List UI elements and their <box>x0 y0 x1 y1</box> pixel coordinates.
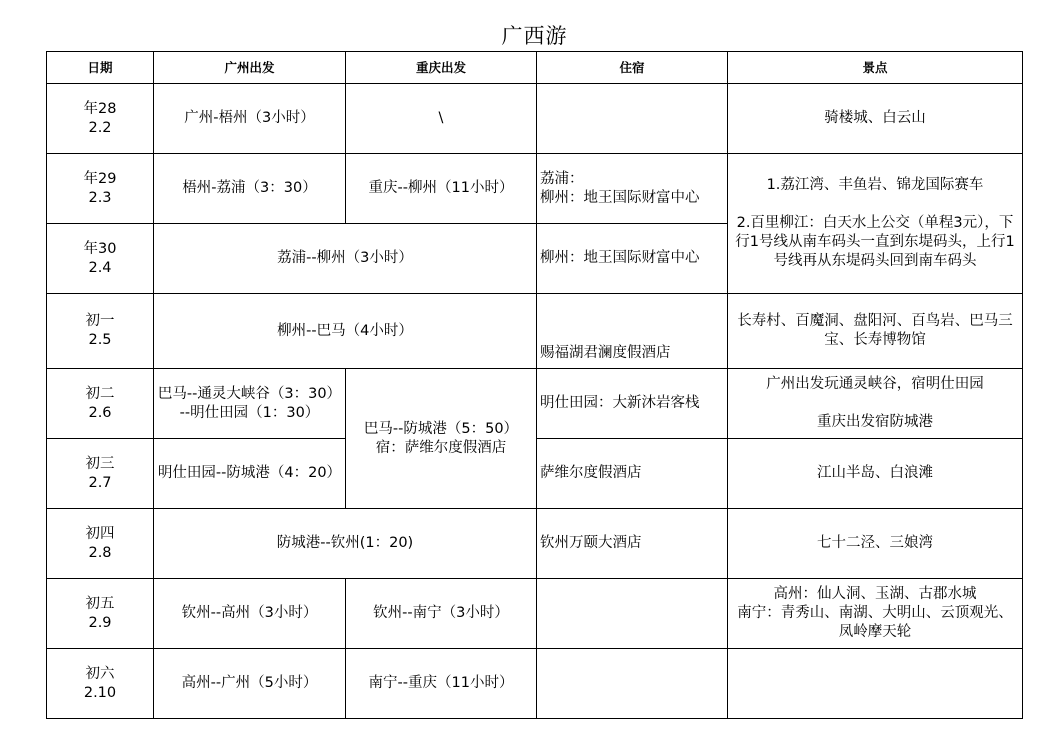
header-sights: 景点 <box>728 52 1023 84</box>
lodging-line: 荔浦： <box>540 170 584 187</box>
route-line: 宿：萨维尔度假酒店 <box>375 439 507 456</box>
guangzhou-route: 明仕田园--防城港（4：20） <box>154 439 346 509</box>
table-row <box>47 369 1023 439</box>
guangzhou-route: 梧州-荔浦（3：30） <box>154 154 346 224</box>
date-label: 2.4 <box>88 259 112 276</box>
table-row <box>47 509 1023 579</box>
lodging-cell: 柳州：地王国际财富中心 <box>537 224 728 294</box>
day-label: 初三 <box>85 455 115 472</box>
header-row <box>47 52 1023 84</box>
date-label: 2.9 <box>88 614 112 631</box>
lodging-cell: 钦州万颐大酒店 <box>537 509 728 579</box>
shared-route: 防城港--钦州(1：20) <box>154 509 537 579</box>
day-label: 年29 <box>83 170 117 187</box>
sights-cell <box>728 579 1023 649</box>
date-label: 2.8 <box>88 544 112 561</box>
date-cell <box>47 579 154 649</box>
date-cell <box>47 649 154 719</box>
sights-line: 广州出发玩通灵峡谷，宿明仕田园 <box>766 376 984 392</box>
route-line: 巴马--防城港（5：50） <box>363 420 519 437</box>
date-label: 2.5 <box>88 332 112 348</box>
chongqing-route: 重庆--柳州（11小时） <box>346 154 537 224</box>
day-label: 初一 <box>85 313 115 329</box>
sights-cell <box>728 369 1023 439</box>
chongqing-route: 南宁--重庆（11小时） <box>346 649 537 719</box>
chongqing-route: 钦州--南宁（3小时） <box>346 579 537 649</box>
sights-line: 2.百里柳江：白天水上公交（单程3元），下行1号线从南车码头一直到东堤码头，上行1号线再从东堤码头回到南车码头 <box>735 215 1015 269</box>
sights-line: 南宁：青秀山、南湖、大明山、云顶观光、凤岭摩天轮 <box>737 605 1013 640</box>
date-cell <box>47 154 154 224</box>
date-cell <box>47 84 154 154</box>
date-label: 2.3 <box>88 189 112 206</box>
header-guangzhou: 广州出发 <box>154 52 346 84</box>
lodging-cell <box>537 579 728 649</box>
sights-cell: 骑楼城、白云山 <box>728 84 1023 154</box>
lodging-cell: 萨维尔度假酒店 <box>537 439 728 509</box>
day-label: 初二 <box>85 385 115 402</box>
table-row <box>47 579 1023 649</box>
sights-cell: 江山半岛、白浪滩 <box>728 439 1023 509</box>
page-title: 广西游 <box>501 24 568 48</box>
header-date: 日期 <box>47 52 154 84</box>
day-label: 初五 <box>85 595 115 612</box>
day-label: 初六 <box>85 665 115 682</box>
lodging-cell <box>537 84 728 154</box>
table-row <box>47 84 1023 154</box>
date-cell <box>47 369 154 439</box>
lodging-cell <box>537 649 728 719</box>
table-row <box>47 649 1023 719</box>
sights-cell <box>728 649 1023 719</box>
header-lodging: 住宿 <box>537 52 728 84</box>
date-cell <box>47 509 154 579</box>
guangzhou-route: 钦州--高州（3小时） <box>154 579 346 649</box>
chongqing-route: \ <box>346 84 537 154</box>
shared-route: 荔浦--柳州（3小时） <box>154 224 537 294</box>
lodging-cell: 赐福湖君澜度假酒店 <box>537 294 728 369</box>
sights-line: 高州：仙人洞、玉湖、古郡水城 <box>773 586 977 602</box>
header-chongqing: 重庆出发 <box>346 52 537 84</box>
sights-line: 重庆出发宿防城港 <box>817 414 933 430</box>
lodging-cell <box>537 154 728 224</box>
lodging-cell: 明仕田园：大新沐岩客栈 <box>537 369 728 439</box>
day-label: 初四 <box>85 525 115 542</box>
day-label: 年28 <box>83 100 117 117</box>
sights-line: 1.荔江湾、丰鱼岩、锦龙国际赛车 <box>766 177 984 193</box>
itinerary-table <box>46 51 1023 719</box>
date-label: 2.6 <box>88 404 112 421</box>
guangzhou-route: 高州--广州（5小时） <box>154 649 346 719</box>
table-row <box>47 154 1023 224</box>
sights-cell: 七十二泾、三娘湾 <box>728 509 1023 579</box>
shared-route: 柳州--巴马（4小时） <box>154 294 537 369</box>
sights-cell: 长寿村、百魔洞、盘阳河、百鸟岩、巴马三宝、长寿博物馆 <box>728 294 1023 369</box>
table-row <box>47 294 1023 369</box>
sights-cell <box>728 154 1023 294</box>
guangzhou-route: 巴马--通灵大峡谷（3：30）--明仕田园（1：30） <box>154 369 346 439</box>
date-cell <box>47 224 154 294</box>
date-cell <box>47 439 154 509</box>
guangzhou-route: 广州-梧州（3小时） <box>154 84 346 154</box>
chongqing-route <box>346 369 537 509</box>
date-cell <box>47 294 154 369</box>
date-label: 2.2 <box>88 119 112 136</box>
lodging-line: 柳州：地王国际财富中心 <box>540 189 700 206</box>
date-label: 2.7 <box>88 474 112 491</box>
day-label: 年30 <box>83 240 117 257</box>
date-label: 2.10 <box>83 684 117 701</box>
